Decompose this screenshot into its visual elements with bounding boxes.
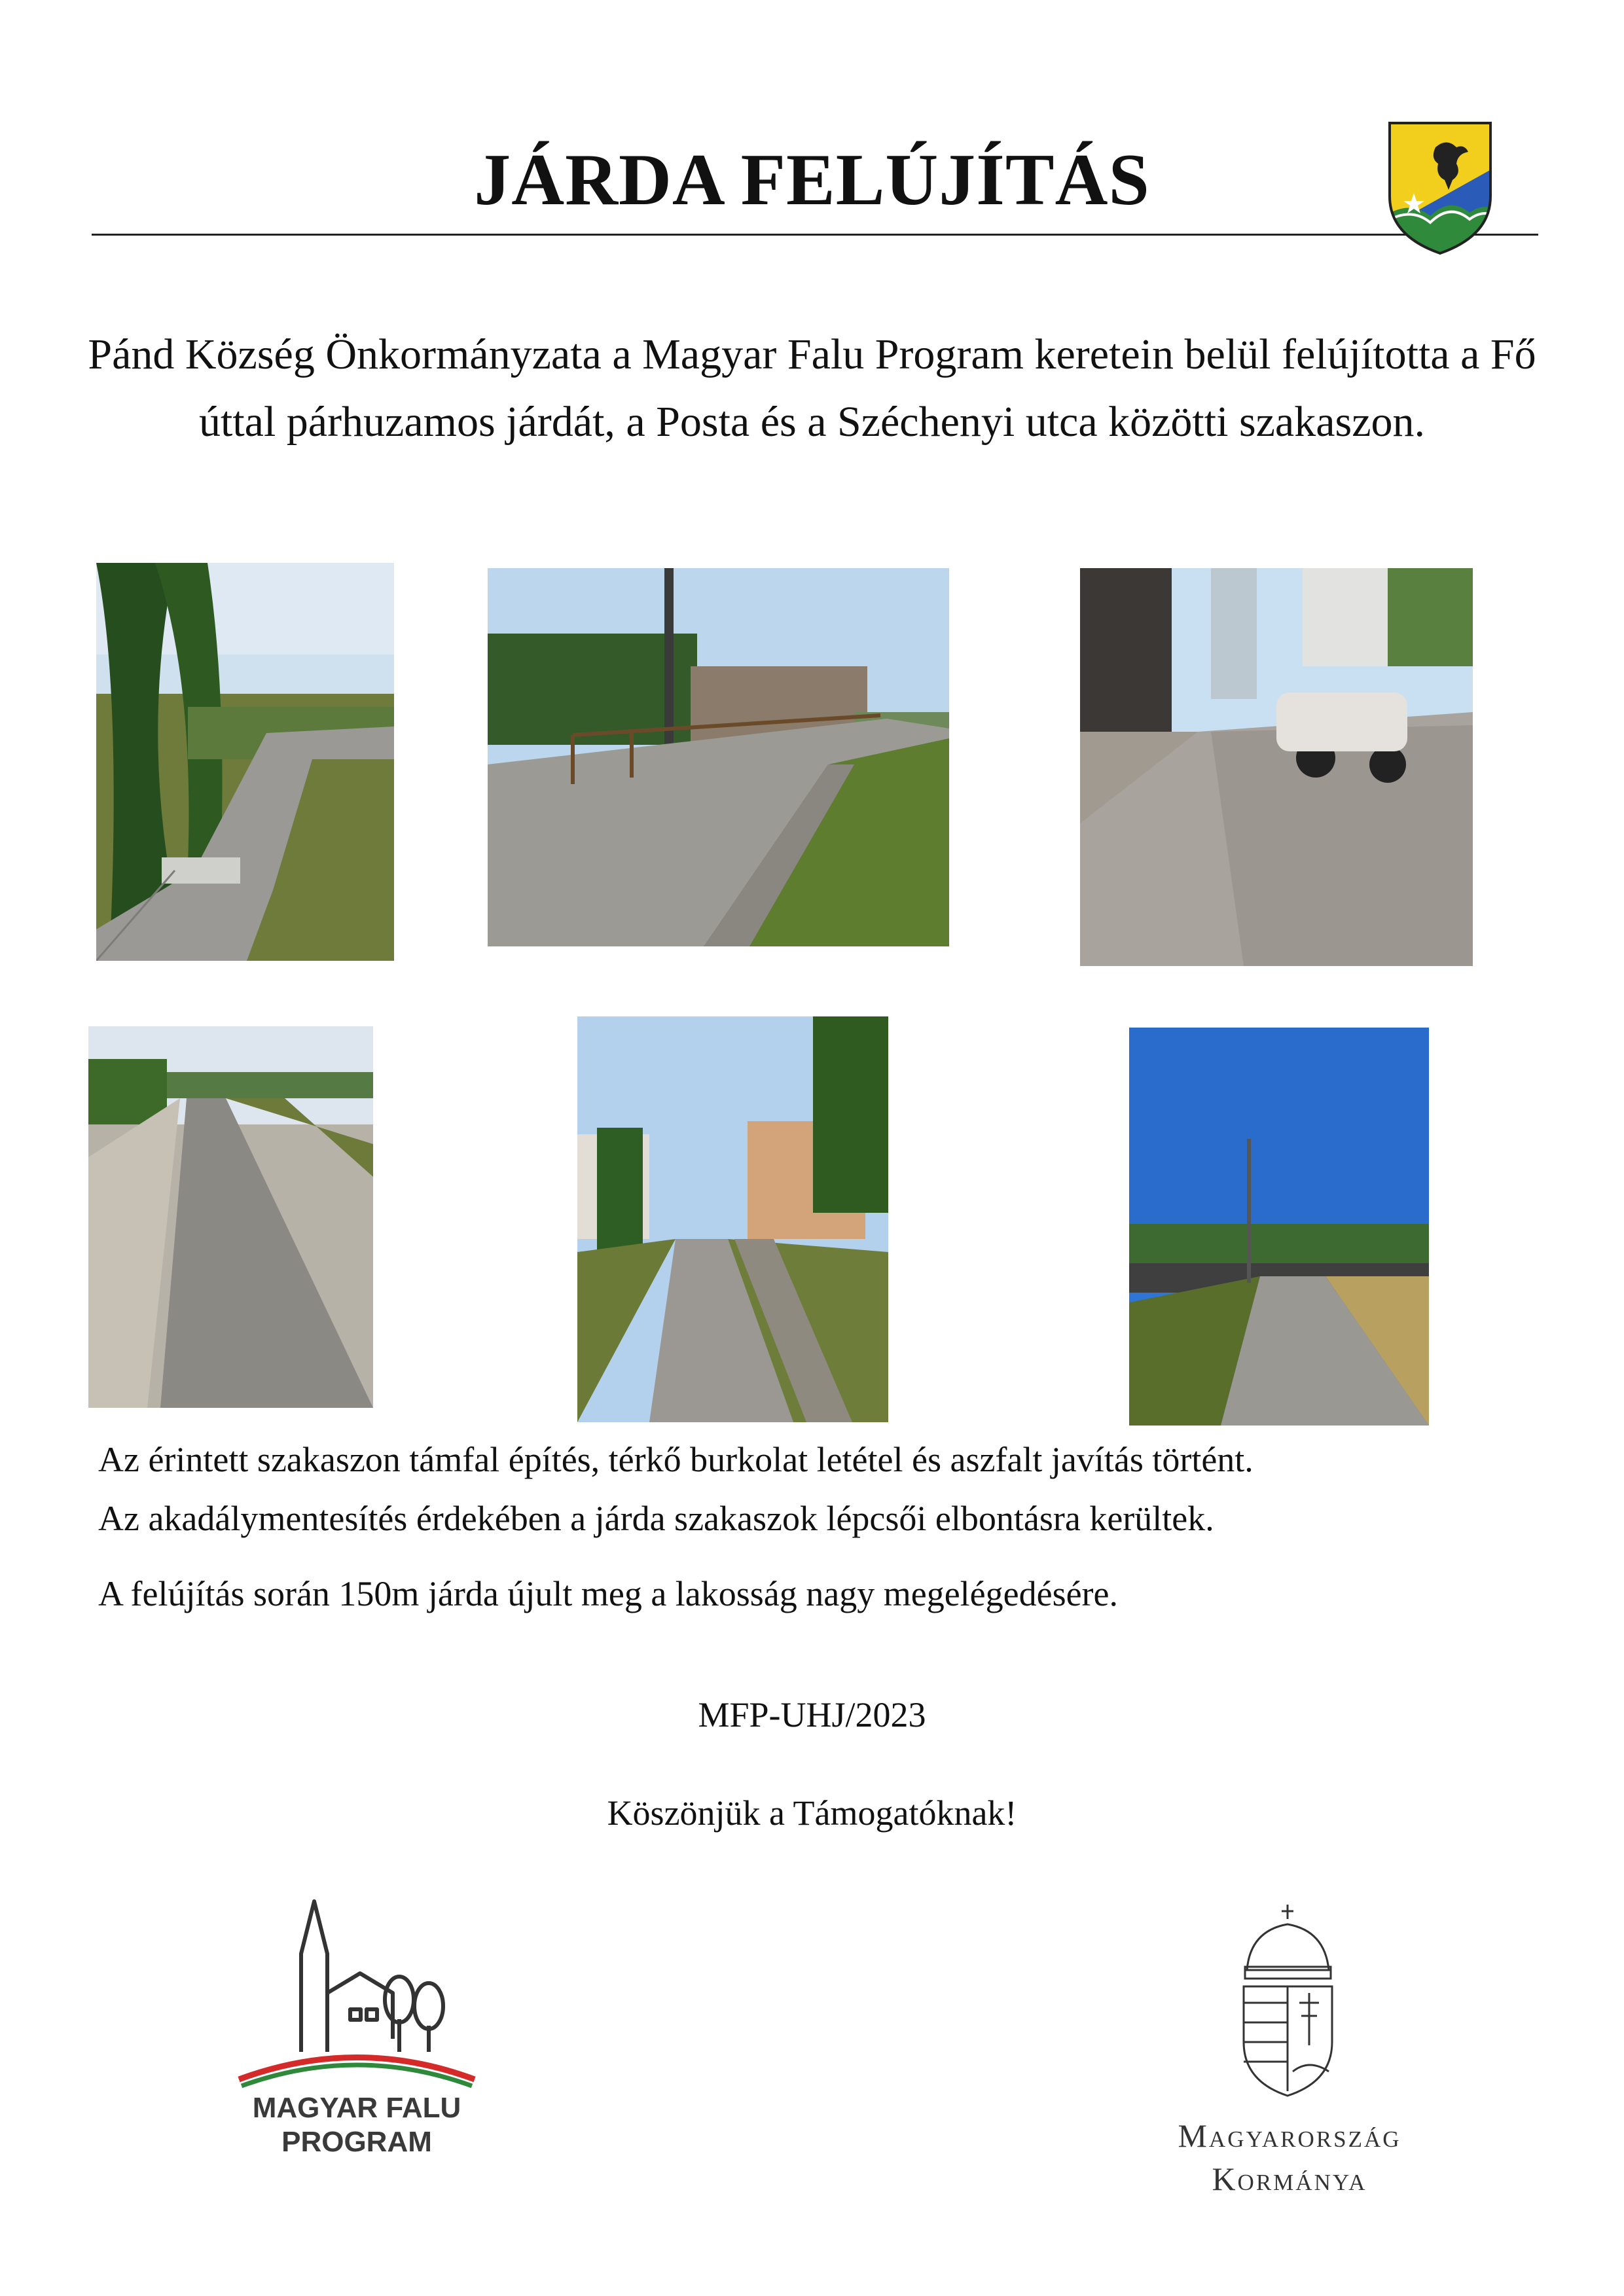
sidewalk-photo-1	[96, 563, 394, 961]
sidewalk-photo-5	[577, 1016, 888, 1422]
government-logo-text: Kormánya	[1212, 2161, 1367, 2197]
sidewalk-photo-3	[1080, 568, 1473, 966]
body-text-line: A felújítás során 150m járda újult meg a lakosság nagy megelégedésére.	[98, 1574, 1119, 1613]
body-text-line: Az akadálymentesítés érdekében a járda szakaszok lépcsői elbontásra kerültek.	[98, 1499, 1214, 1538]
thanks-text: Köszönjük a Támogatóknak!	[607, 1793, 1017, 1833]
intro-paragraph: Pánd Község Önkormányzata a Magyar Falu Program keretein belül felújította a Fő úttal párhuzamos járdát, a Posta és a Széchenyi utca közötti szakaszon.	[88, 331, 1536, 446]
sidewalk-photo-6	[1129, 1028, 1429, 1426]
body-text-line: Az érintett szakaszon támfal építés, térkő burkolat letétel és aszfalt javítás történt.	[98, 1440, 1254, 1479]
sidewalk-photo-2	[488, 568, 949, 946]
government-logo-text: Magyarország	[1178, 2117, 1401, 2154]
title-divider	[92, 234, 1538, 236]
coat-of-arms-icon	[1384, 118, 1496, 259]
hungarian-crest-icon	[1231, 1905, 1345, 2098]
page-title: JÁRDA FELÚJÍTÁS	[474, 139, 1150, 221]
sidewalk-photo-4	[88, 1026, 373, 1408]
mfp-logo-text: MAGYAR FALU	[252, 2092, 461, 2124]
project-code: MFP-UHJ/2023	[698, 1695, 926, 1734]
mfp-logo-text: PROGRAM	[281, 2126, 432, 2158]
